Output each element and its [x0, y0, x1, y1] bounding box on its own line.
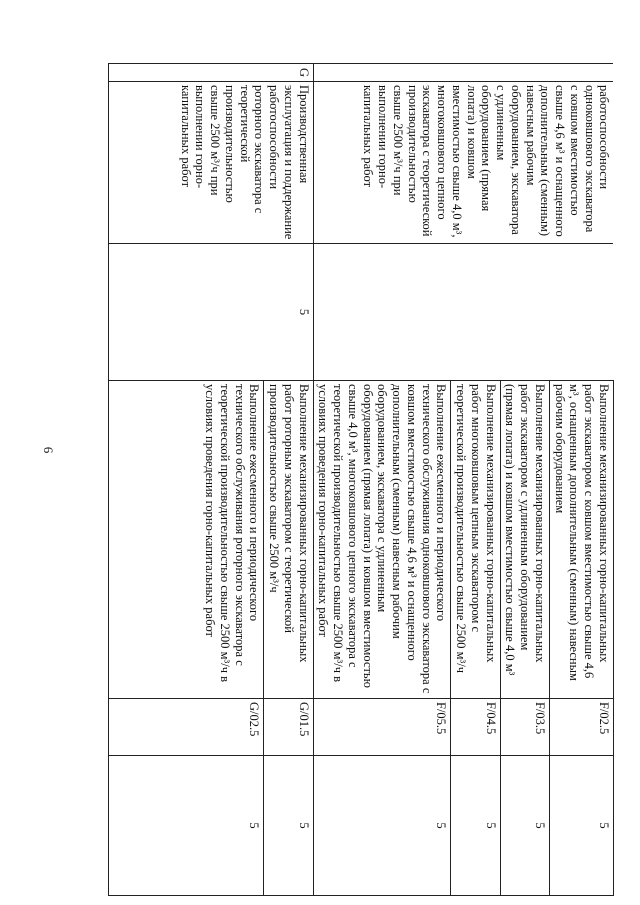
qualification-level-cell: 5: [313, 756, 451, 896]
table-row: [550, 64, 614, 896]
qualification-level-cell: 5: [451, 756, 500, 896]
qualification-level-cell: 5: [550, 756, 614, 896]
code-cell: F/03.5: [500, 699, 549, 756]
page-number: 6: [41, 446, 56, 454]
code-cell: F/05.5: [313, 699, 451, 756]
labor-function-cell: Выполнение механизированных горно-капитальных работ роторным экскаватором с теоретической производительностью свыше 2500 м³/ч: [264, 381, 313, 699]
qualification-level-cell: 5: [264, 756, 313, 896]
rotated-page-content: [64, 63, 614, 895]
group-letter-cell: G: [109, 64, 313, 82]
generalized-level-cell: [313, 244, 613, 381]
code-cell: F/04.5: [451, 699, 500, 756]
professional-standard-table: [109, 63, 615, 896]
labor-function-cell: Выполнение механизированных горно-капитальных работ экскаватором с ковшом вместимостью свыше 4,6 м³, оснащенным дополнительным (сменным) навесным рабочим оборудованием: [550, 381, 614, 699]
table-row: [264, 64, 313, 896]
labor-function-cell: Выполнение ежесменного и периодического технического обслуживания одноковшового экскаватора с ковшом вместимостью свыше 4,6 м³ и оснащенного дополнительным (сменным) навесным рабочим оборудованием, экскаватора с удлиненным оборудованием (прямая лопата) и ковшом вместимостью свыше 4,0 м³, многоковшового цепного экскаватора с теоретической производительностью свыше 2500 м³/ч в условиях проведения горно-капитальных работ: [313, 381, 451, 699]
code-cell: F/02.5: [550, 699, 614, 756]
code-cell: G/01.5: [264, 699, 313, 756]
qualification-level-cell: 5: [109, 756, 264, 896]
generalized-function-cell: работоспособности одноковшового экскаватора с ковшом вместимостью свыше 4,6 м³ и оснащенного дополнительным (сменным) навесным рабочим оборудованием, экскаватора с удлиненным оборудованием (прямая лопата) и ковшом вместимостью свыше 4,0 м³, многоковшового цепного экскаватора с теоретической производительностью свыше 2500 м³/ч при выполнении горно-капитальных работ: [313, 82, 613, 244]
labor-function-cell: Выполнение механизированных горно-капитальных работ экскаватором с удлиненным оборудованием (прямая лопата) и ковшом вместимостью свыше 4,0 м³: [500, 381, 549, 699]
qualification-level-cell: 5: [500, 756, 549, 896]
generalized-function-cell: Производственная эксплуатация и поддержание работоспособности роторного экскаватора с теоретической производительностью свыше 2500 м³/ч при выполнении горно-капитальных работ: [109, 82, 313, 244]
group-letter-cell: [313, 64, 613, 82]
code-cell: G/02.5: [109, 699, 264, 756]
generalized-level-cell: 5: [109, 244, 313, 381]
labor-function-cell: Выполнение механизированных горно-капитальных работ многоковшовым цепным экскаватором с теоретической производительностью свыше 2500 м³/ч: [451, 381, 500, 699]
labor-function-cell: Выполнение ежесменного и периодического технического обслуживания роторного экскаватора с теоретической производительностью свыше 2500 м³/ч в условиях проведения горно-капитальных работ: [109, 381, 264, 699]
